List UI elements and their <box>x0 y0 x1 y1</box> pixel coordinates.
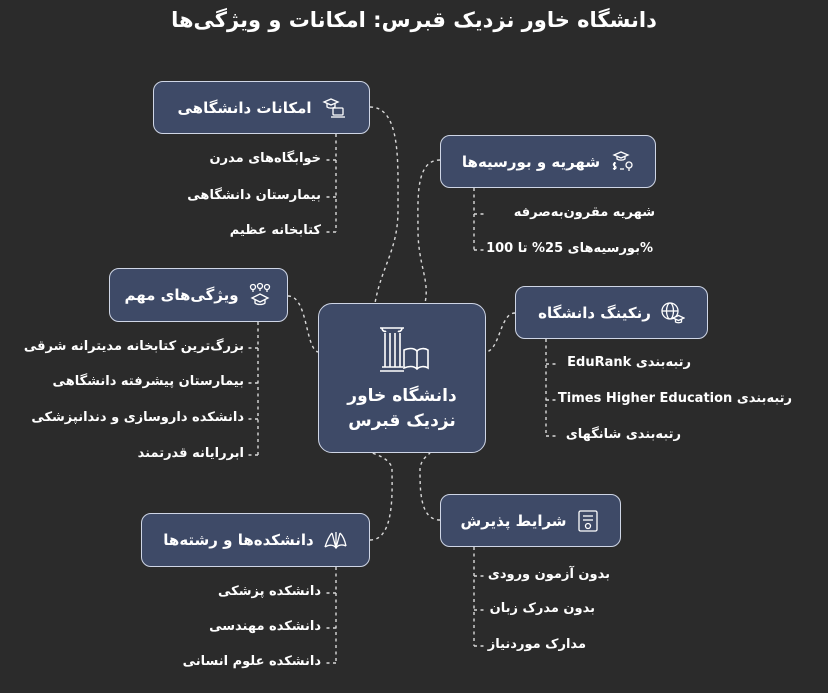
globe-graduation-cap-icon <box>659 300 685 326</box>
center-title-line1: دانشگاه خاور <box>347 386 457 406</box>
node-facilities[interactable] <box>153 81 370 134</box>
node-facilities-label: امکانات دانشگاهی <box>177 98 312 117</box>
features-item-1: بزرگ‌ترین کتابخانه مدیترانه شرقی <box>23 339 244 354</box>
ranking-item-2: Times Higher Education رتبه‌بندی <box>557 391 792 406</box>
admission-item-1: بدون آزمون ورودی <box>487 567 610 582</box>
features-item-4: ابررایانه قدرتمند <box>137 446 244 461</box>
faculties-item-1: دانشکده پزشکی <box>218 584 321 599</box>
node-faculties-label: دانشکده‌ها و رشته‌ها <box>163 531 314 549</box>
admission-item-2: بدون مدرک زبان <box>489 601 595 616</box>
admission-item-3: مدارک موردنیاز <box>487 637 586 652</box>
node-features[interactable] <box>109 268 288 322</box>
open-book-pages-icon <box>322 527 348 553</box>
ranking-item-1: EduRank رتبه‌بندی <box>567 355 691 370</box>
center-title-line2: نزدیک قبرس <box>348 411 456 431</box>
node-admission-label: شرایط پذیرش <box>460 511 567 530</box>
node-features-label: ویژگی‌های مهم <box>124 286 239 304</box>
graduation-cap-lightbulbs-icon <box>247 282 273 308</box>
node-tuition-label: شهریه و بورسیه‌ها <box>461 152 601 171</box>
university-column-book-icon <box>374 322 430 378</box>
features-item-2: بیمارستان پیشرفته دانشگاهی <box>52 374 244 389</box>
certificate-document-icon <box>575 508 601 534</box>
facilities-item-3: کتابخانه عظیم <box>229 223 321 238</box>
node-ranking-label: رنکینگ دانشگاه <box>538 303 651 322</box>
faculties-item-3: دانشکده علوم انسانی <box>182 654 321 669</box>
node-tuition[interactable] <box>440 135 656 188</box>
diagram-title: دانشگاه خاور نزدیک قبرس: امکانات و ویژگی‌ها <box>171 8 657 32</box>
center-node[interactable] <box>318 303 486 453</box>
facilities-item-2: بیمارستان دانشگاهی <box>187 188 321 203</box>
features-item-3: دانشکده داروسازی و دندانپزشکی <box>31 410 244 425</box>
node-admission[interactable] <box>440 494 621 547</box>
tuition-item-1: شهریه مقرون‌به‌صرفه <box>513 205 655 220</box>
ranking-item-3: رتبه‌بندی شانگهای <box>565 427 681 442</box>
graduation-cap-laptop-icon <box>320 95 346 121</box>
tuition-item-2: %بورسیه‌های 25% تا 100 <box>486 241 653 256</box>
faculties-item-2: دانشکده مهندسی <box>209 619 321 634</box>
facilities-item-1: خوابگاه‌های مدرن <box>209 151 321 166</box>
node-ranking[interactable] <box>515 286 708 339</box>
node-faculties[interactable] <box>141 513 370 567</box>
graduation-cap-dollar-icon <box>608 149 634 175</box>
